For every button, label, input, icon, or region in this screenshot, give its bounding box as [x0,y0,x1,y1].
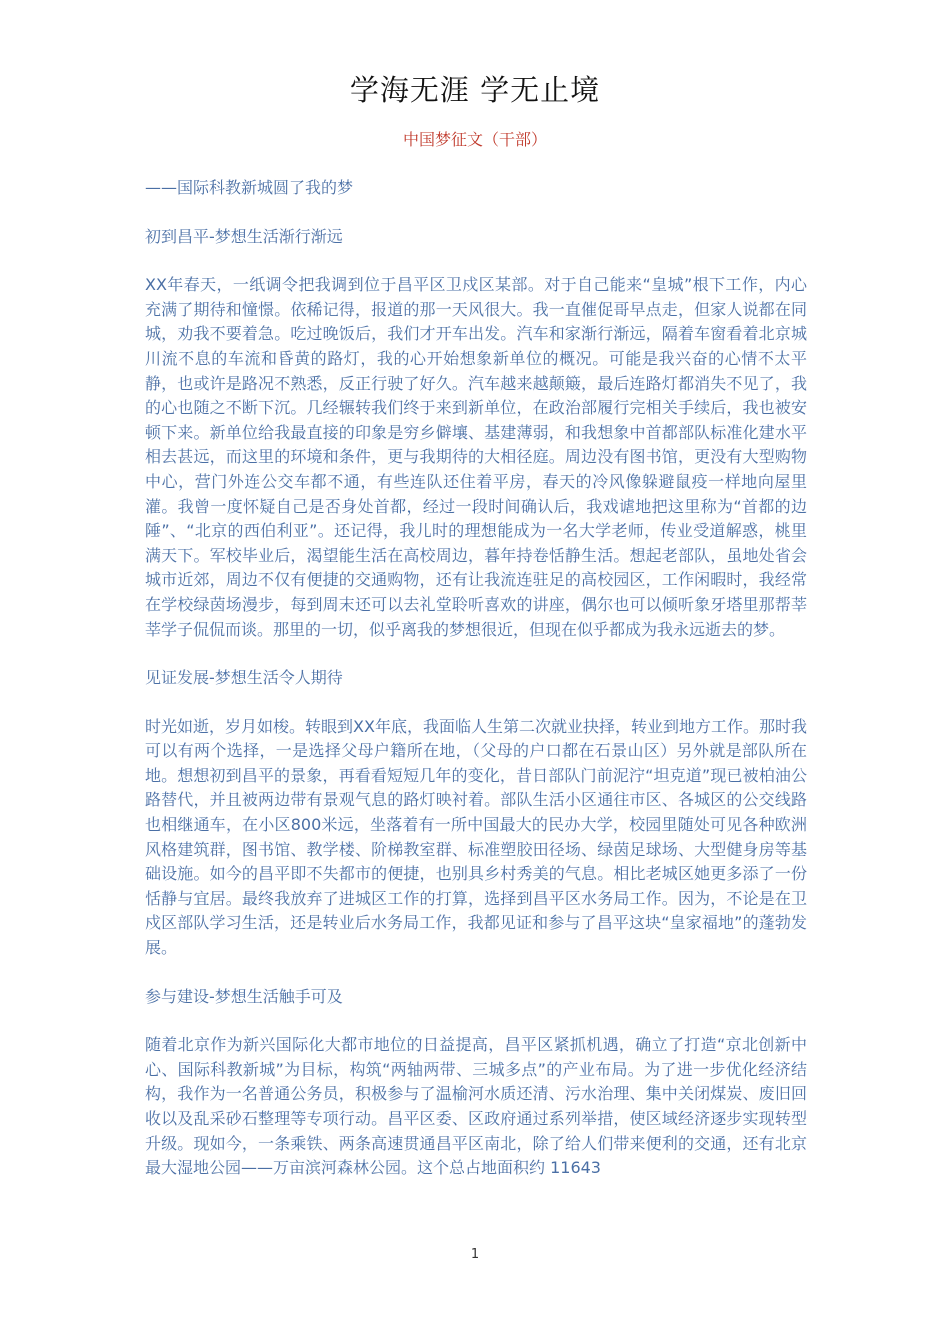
section-heading: 初到昌平-梦想生活渐行渐远 [145,226,343,246]
section-heading: 见证发展-梦想生活令人期待 [145,668,343,688]
document-body [145,176,807,1205]
section-heading: 参与建设-梦想生活触手可及 [145,986,343,1006]
page-header-title: 学海无涯 学无止境 [349,73,601,107]
section-paragraph: XX年春天，一纸调令把我调到位于昌平区卫戍区某部。对于自己能来“皇城”根下工作，内心充满了期待和憧憬。依稀记得，报道的那一天风很大。我一直催促哥早点走，但家人说都在同城，劝我不要着急。吃过晚饭后，我们才开车出发。汽车和家渐行渐远，隔着车窗看着北京城川流不息的车流和昏黄的路灯，我的心开始想象新单位的概况。可能是我兴奋的心情不太平静，也或许是路况不熟悉，反正行驶了好久。汽车越来越颠簸，最后连路灯都消失不见了，我的心也随之不断下沉。几经辗转我们终于来到新单位，在政治部履行完相关手续后，我也被安顿下来。新单位给我最直接的印象是穷乡僻壤、基建薄弱，和我想象中首都部队标准化建水平相去甚远，而这里的环境和条件，更与我期待的大相径庭。周边没有图书馆，更没有大型购物中心，营门外连公交车都不通，有些连队还住着平房，春天的冷风像躲避鼠疫一样地向屋里灌。我曾一度怀疑自己是否身处首都，经过一段时间确认后，我戏谑地把这里称为“首都的边陲”、“北京的西伯利亚”。还记得，我儿时的理想能成为一名大学老师，传业受道解惑，桃里满天下。军校毕业后，渴望能生活在高校周边，暮年持卷恬静生活。想起老部队，虽地处省会城市近郊，周边不仅有便捷的交通购物，还有让我流连驻足的高校园区，工作闲暇时，我经常在学校绿茵场漫步，每到周末还可以去礼堂聆听喜欢的讲座，偶尔也可以倾听象牙塔里那帮莘莘学子侃侃而谈。那里的一切，似乎离我的梦想很近，但现在似乎都成为我永远逝去的梦。 [145,275,807,639]
section-paragraph: 时光如逝，岁月如梭。转眼到XX年底，我面临人生第二次就业抉择，转业到地方工作。那时我可以有两个选择，一是选择父母户籍所在地，（父母的户口都在石景山区）另外就是部队所在地。想想初到昌平的景象，再看看短短几年的变化，昔日部队门前泥泞“坦克道”现已被柏油公路替代，并且被两边带有景观气息的路灯映衬着。部队生活小区通往市区、各城区的公交线路也相继通车，在小区800米远，坐落着有一所中国最大的民办大学，校园里随处可见各种欧洲风格建筑群，图书馆、教学楼、阶梯教室群、标准塑胶田径场、绿茵足球场、大型健身房等基础设施。如今的昌平即不失都市的便捷，也别具乡村秀美的气息。相比老城区她更多添了一份恬静与宜居。最终我放弃了进城区工作的打算，选择到昌平区水务局工作。因为，不论是在卫戍区部队学习生活，还是转业后水务局工作，我都见证和参与了昌平这块“皇家福地”的蓬勃发展。 [145,716,807,958]
page-number: 1 [470,1247,480,1262]
document-title: 中国梦征文（干部） [402,130,547,149]
document-subtitle: ——国际科教新城圆了我的梦 [145,178,354,197]
section-paragraph: 随着北京作为新兴国际化大都市地位的日益提高，昌平区紧抓机遇，确立了打造“京北创新中心、国际科教新城”为目标，构筑“两轴两带、三城多点”的产业布局。为了进一步优化经济结构，我作为一名普通公务员，积极参与了温榆河水质还清、污水治理、集中关闭煤炭、废旧回收以及乱采砂石整理等专项行动。昌平区委、区政府通过系列举措，使区域经济逐步实现转型升级。现如今，一条乘铁、两条高速贯通昌平区南北，除了给人们带来便利的交通，还有北京最大湿地公园——万亩滨河森林公园。这个总占地面积约 11643 [145,1035,807,1178]
